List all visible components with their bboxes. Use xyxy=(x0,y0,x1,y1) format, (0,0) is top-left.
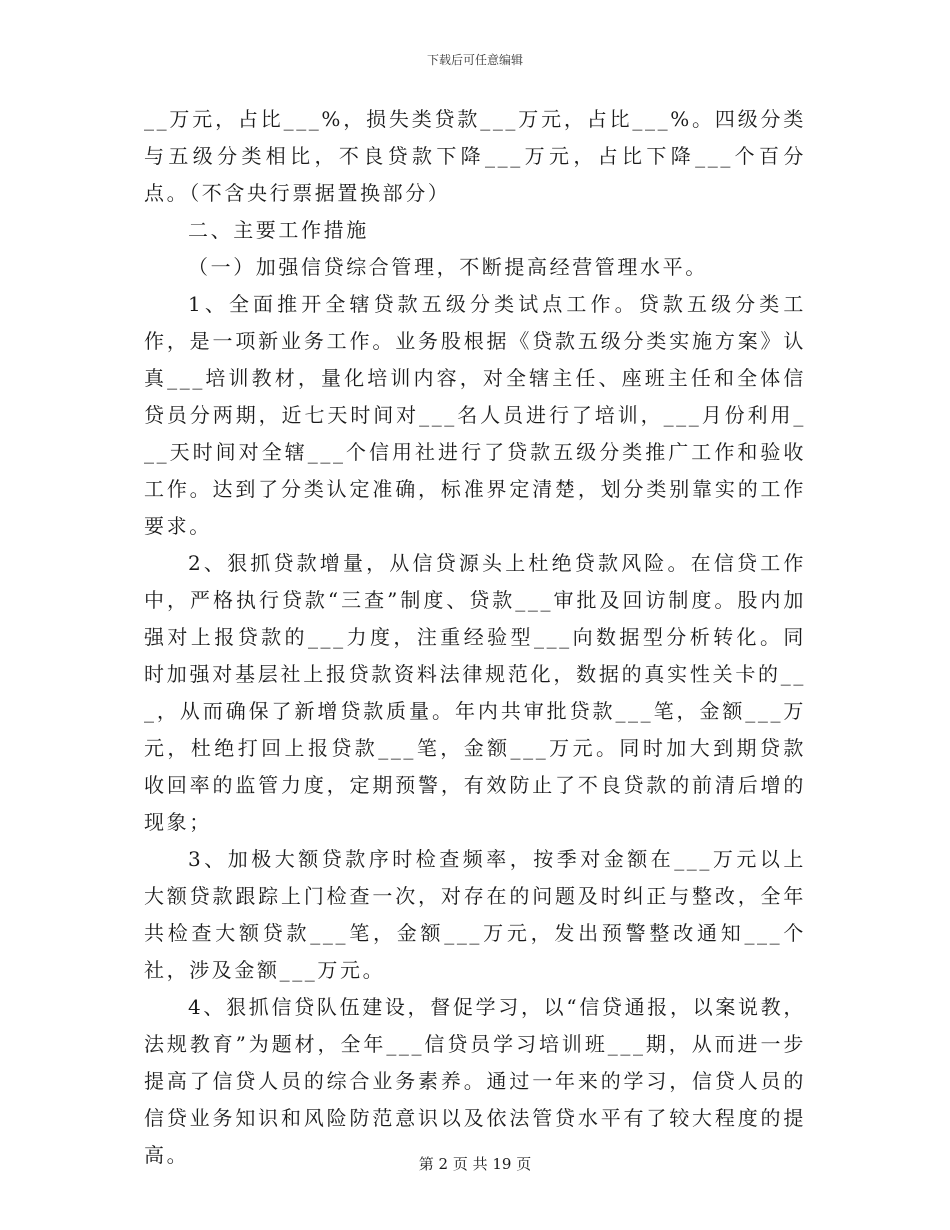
paragraph-item-4: 4、狠抓信贷队伍建设，督促学习，以“信贷通报，以案说教，法规教育”为题材，全年___信贷员学习培训班___期，从而进一步提高了信贷人员的综合业务素养。通过一年来的学习，信贷人员的信贷业务知识和风险防范意识以及依法管贷水平有了较大程度的提高。 xyxy=(144,995,806,1167)
paragraph-item-1: 1、全面推开全辖贷款五级分类试点工作。贷款五级分类工作，是一项新业务工作。业务股根据《贷款五级分类实施方案》认真___培训教材，量化培训内容，对全辖主任、座班主任和全体信贷员分两期，近七天时间对___名人员进行了培训，___月份利用___天时间对全辖___个信用社进行了贷款五级分类推广工作和验收工作。达到了分类认定准确，标准界定清楚，划分类别靠实的工作要求。 xyxy=(144,292,806,538)
paragraph-loan-classification-stats: __万元，占比___%，损失类贷款___万元，占比___%。四级分类与五级分类相比，不良贷款下降___万元，占比下降___个百分点。（不含央行票据置换部分） xyxy=(144,107,806,205)
paragraph-item-3: 3、加极大额贷款序时检查频率，按季对金额在___万元以上大额贷款跟踪上门检查一次，对存在的问题及时纠正与整改，全年共检查大额贷款___笔，金额___万元，发出预警整改通知___个社，涉及金额___万元。 xyxy=(144,847,806,982)
paragraph-item-2: 2、狠抓贷款增量，从信贷源头上杜绝贷款风险。在信贷工作中，严格执行贷款“三查”制度、贷款___审批及回访制度。股内加强对上报贷款的___力度，注重经验型___向数据型分析转化。同时加强对基层社上报贷款资料法律规范化，数据的真实性关卡的___，从而确保了新增贷款质量。年内共审批贷款___笔，金额___万元，杜绝打回上报贷款___笔，金额___万元。同时加大到期贷款收回率的监管力度，定期预警，有效防止了不良贷款的前清后增的现象； xyxy=(144,551,806,834)
subsection-heading-credit-management: （一）加强信贷综合管理，不断提高经营管理水平。 xyxy=(188,255,708,279)
page-number-footer: 第 2 页 共 19 页 xyxy=(418,1155,532,1173)
page-header: 下载后可任意编辑 xyxy=(426,53,523,67)
section-heading-main-measures: 二、主要工作措施 xyxy=(188,218,369,242)
document-body xyxy=(144,101,806,1174)
